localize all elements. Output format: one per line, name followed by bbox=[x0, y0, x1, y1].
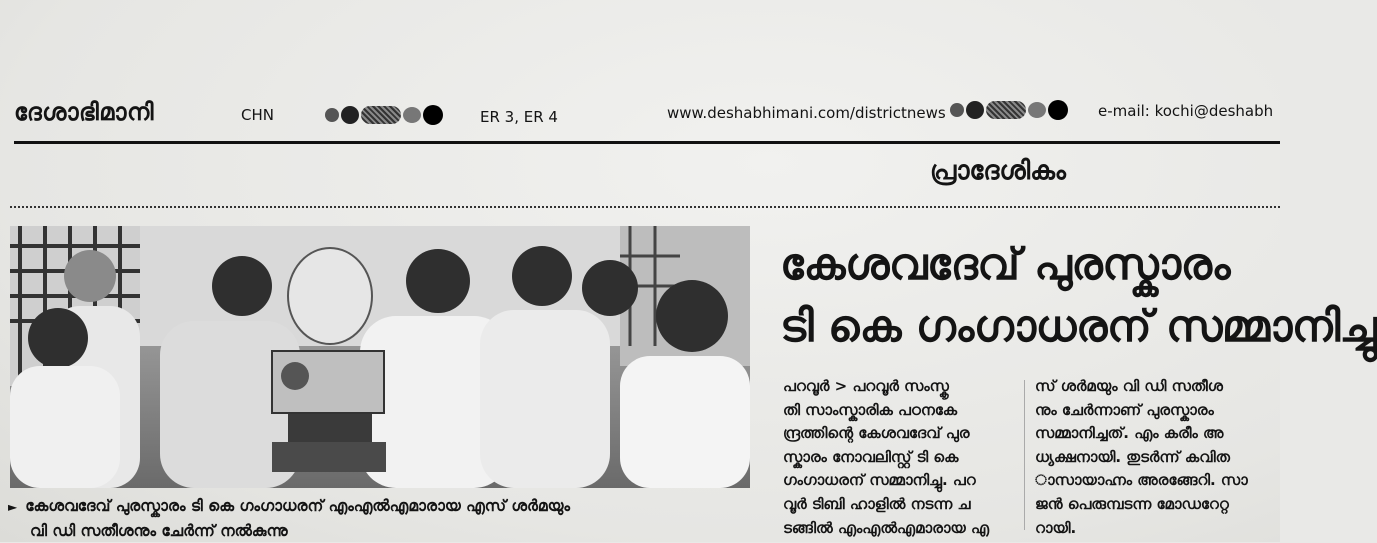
section-divider bbox=[10, 206, 1280, 208]
masthead-rule bbox=[14, 141, 1280, 144]
caption-line-1: കേശവദേവ് പുരസ്കാരം ടി കെ ഗംഗാധരന് എംഎൽഎമാരായ എസ് ശർമയും bbox=[25, 497, 570, 515]
article-line: സ് ശർമയും വി ഡി സതീശ bbox=[1035, 377, 1223, 395]
decorative-dots-right bbox=[950, 100, 1068, 120]
photo-caption bbox=[8, 494, 748, 543]
caption-arrow-icon: ► bbox=[8, 500, 18, 514]
email-address: e-mail: kochi@deshabh bbox=[1098, 102, 1274, 120]
headline-line-1: കേശവദേവ് പുരസ്കാരം bbox=[780, 239, 1230, 290]
article-line: ധ്യക്ഷനായി. തുടർന്ന് കവിത bbox=[1035, 447, 1230, 466]
article-line: സമ്മാനിച്ചത്. എം കരീം അ bbox=[1035, 424, 1224, 443]
headline bbox=[780, 234, 1377, 358]
article-line: സ്കാരം നോവലിസ്റ്റ് ടി കെ bbox=[783, 447, 959, 466]
article-line: വൂർ ടിബി ഹാളിൽ നടന്ന ച bbox=[783, 494, 971, 513]
article-line: ജൻ പെരുമ്പടന്ന മോഡറേറ്റ bbox=[1035, 494, 1229, 513]
decorative-dots-left bbox=[325, 105, 443, 125]
article-line: റായി. bbox=[1035, 518, 1077, 537]
headline-line-2: ടി കെ ഗംഗാധരന് സമ്മാനിച്ചു bbox=[780, 301, 1377, 352]
newspaper-logo: ദേശാഭിമാനി bbox=[14, 98, 154, 126]
caption-line-2: വി ഡി സതീശനും ചേർന്ന് നൽകുന്നു bbox=[30, 522, 288, 540]
website-url: www.deshabhimani.com/districtnews bbox=[667, 104, 946, 122]
article-column-1 bbox=[783, 375, 1018, 540]
section-title: പ്രാദേശികം bbox=[930, 156, 1066, 186]
article-line: നും ചേർന്നാണ് പുരസ്കാരം bbox=[1035, 400, 1214, 419]
article-line: തി സാംസ്കാരിക പഠനകേ bbox=[783, 400, 958, 419]
masthead bbox=[0, 96, 1280, 138]
column-separator bbox=[1024, 380, 1025, 530]
article-column-2 bbox=[1035, 375, 1270, 540]
article-line: ന്ദ്രത്തിന്റെ കേശവദേവ് പുര bbox=[783, 424, 970, 443]
editions-label: ER 3, ER 4 bbox=[480, 108, 558, 126]
article-line: ടങ്ങിൽ എംഎൽഎമാരായ എ bbox=[783, 518, 990, 537]
article-line: ഗംഗാധരന് സമ്മാനിച്ചു. പറ bbox=[783, 471, 976, 490]
edition-code: CHN bbox=[241, 106, 274, 124]
news-photo bbox=[10, 226, 750, 488]
article-line: പറവൂർ > പറവൂർ സംസ്കൃ bbox=[783, 377, 949, 395]
photo-illustration bbox=[10, 226, 750, 488]
article-line: ാസായാഹ്നം അരങ്ങേറി. സാ bbox=[1035, 471, 1248, 490]
